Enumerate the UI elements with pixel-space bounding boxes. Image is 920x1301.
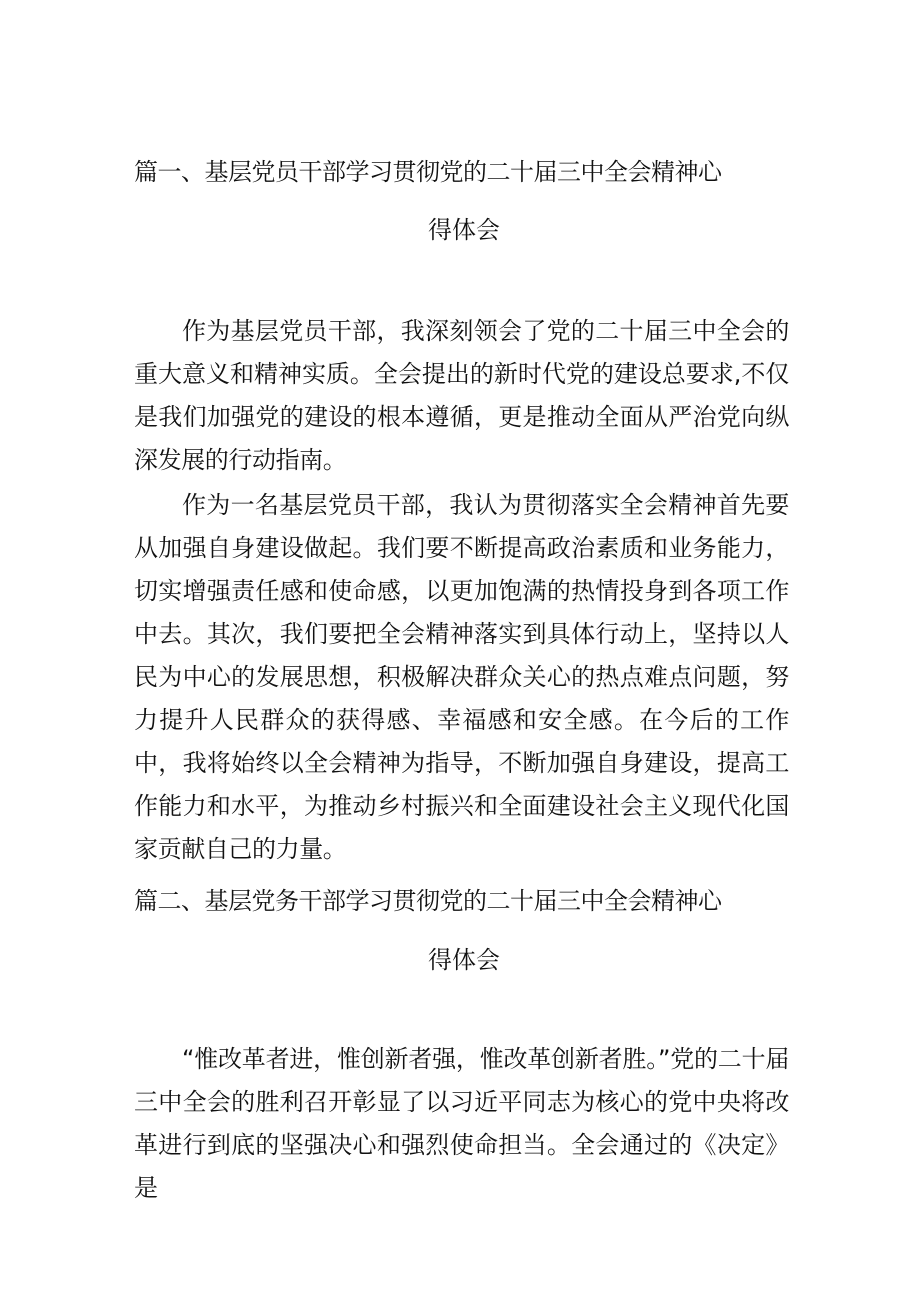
section-2-title-line2: 得体会 [428, 946, 500, 974]
section-2-paragraph-1: “惟改革者进，惟创新者强，惟改革创新者胜。”党的二十届三中全会的胜利召开彰显了以习近平同志为核心的党中央将改革进行到底的坚强决心和强烈使命担当。全会通过的《决定》是 [134, 1045, 789, 1202]
section-1-paragraph-1: 作为基层党员干部，我深刻领会了党的二十届三中全会的重大意义和精神实质。全会提出的新时代党的建设总要求,不仅是我们加强党的建设的根本遵循，更是推动全面从严治党向纵深发展的行动指南。 [134, 317, 789, 474]
section-1-title-line2: 得体会 [428, 216, 500, 244]
section-1-paragraph-2: 作为一名基层党员干部，我认为贯彻落实全会精神首先要从加强自身建设做起。我们要不断提高政治素质和业务能力，切实增强责任感和使命感，以更加饱满的热情投身到各项工作中去。其次，我们要把全会精神落实到具体行动上，坚持以人民为中心的发展思想，积极解决群众关心的热点难点问题，努力提升人民群众的获得感、幸福感和安全感。在今后的工作中，我将始终以全会精神为指导，不断加强自身建设，提高工作能力和水平，为推动乡村振兴和全面建设社会主义现代化国家贡献自己的力量。 [134, 491, 789, 863]
section-2-title-line1: 篇二、基层党务干部学习贯彻党的二十届三中全会精神心 [134, 887, 722, 915]
section-1-title-line1: 篇一、基层党员干部学习贯彻党的二十届三中全会精神心 [134, 158, 722, 186]
